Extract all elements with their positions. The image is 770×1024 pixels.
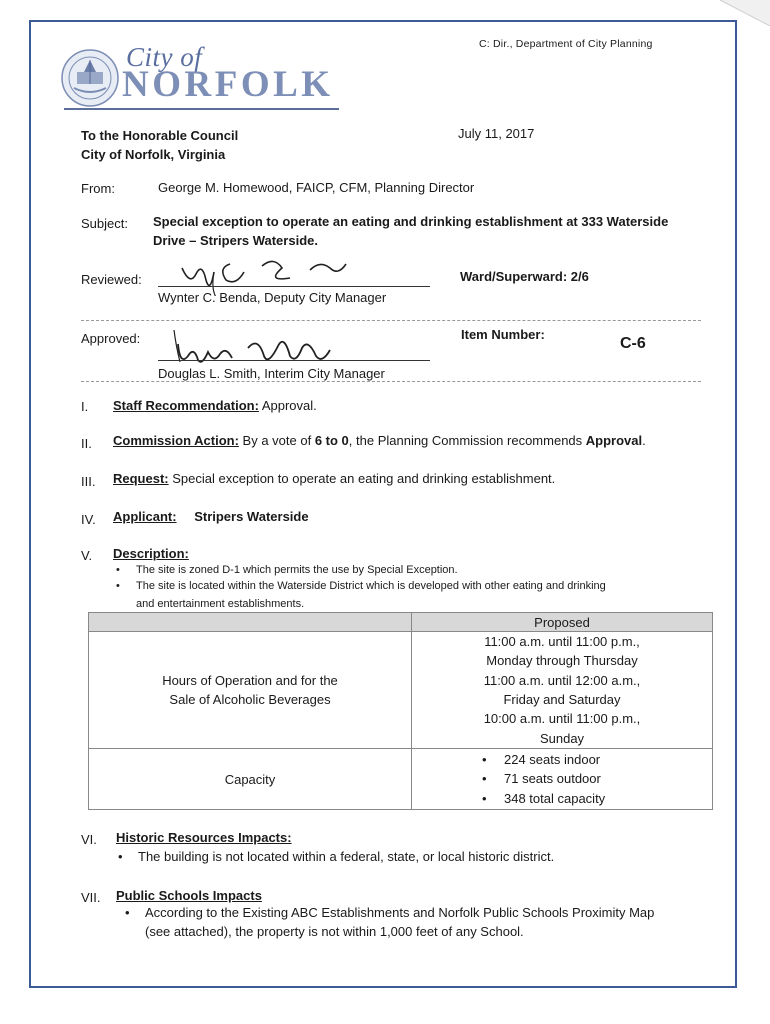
approved-label: Approved:	[81, 331, 141, 346]
section-2-text-c: .	[642, 433, 646, 448]
reviewed-label: Reviewed:	[81, 272, 142, 287]
cc-line: C: Dir., Department of City Planning	[479, 38, 653, 50]
section-5-title: Description:	[113, 546, 189, 561]
hours-label-cell	[89, 632, 412, 749]
approver-name: Douglas L. Smith, Interim City Manager	[158, 366, 385, 381]
section-3-number: III.	[81, 474, 96, 489]
ward-superward: Ward/Superward: 2/6	[460, 269, 589, 284]
subject-line-2: Drive – Stripers Waterside.	[153, 233, 318, 248]
capacity-item: • 71 seats outdoor	[482, 769, 712, 789]
from-value: George M. Homewood, FAICP, CFM, Planning Director	[158, 180, 475, 195]
section-5-bullet-2: • The site is located within the Waterside District which is developed with other eating and drinking	[136, 580, 606, 592]
hours-label-line-1: Hours of Operation and for the	[162, 672, 338, 688]
section-2-vote: 6 to 0	[314, 433, 349, 448]
divider	[81, 320, 701, 321]
hours-value-line: Monday through Thursday	[486, 653, 638, 669]
section-2-title: Commission Action:	[113, 433, 239, 448]
divider	[81, 381, 701, 382]
subject-line-1: Special exception to operate an eating and drinking establishment at 333 Waterside	[153, 214, 669, 229]
section-3	[113, 471, 555, 486]
section-4	[113, 509, 309, 524]
memo-date: July 11, 2017	[458, 126, 535, 141]
section-5-bullet-1: • The site is zoned D-1 which permits the use by Special Exception.	[136, 564, 458, 576]
hours-value-line: Sunday	[539, 730, 585, 746]
hours-value-line: 11:00 a.m. until 12:00 a.m.,	[483, 672, 641, 688]
capacity-item: • 224 seats indoor	[482, 750, 712, 770]
section-6-title: Historic Resources Impacts:	[116, 830, 292, 845]
reviewed-signature-line	[158, 286, 430, 287]
addressee-line-1: To the Honorable Council	[81, 128, 239, 143]
section-2-text-a: By a vote of	[242, 433, 315, 448]
from-label: From:	[81, 181, 115, 196]
capacity-label-cell: Capacity	[89, 749, 412, 810]
item-number-label: Item Number:	[461, 327, 545, 342]
section-2-text-b: , the Planning Commission recommends	[348, 433, 586, 448]
table-row	[89, 749, 713, 810]
reviewer-signature	[170, 246, 350, 296]
item-number-value: C-6	[620, 335, 646, 352]
table-header-empty	[89, 613, 412, 632]
table-header-proposed: Proposed	[412, 613, 713, 632]
hours-capacity-table	[88, 612, 713, 810]
section-2	[113, 433, 646, 448]
section-7-number: VII.	[81, 890, 101, 905]
addressee-line-2: City of Norfolk, Virginia	[81, 147, 226, 162]
section-7-bullet-line-2: (see attached), the property is not within 1,000 feet of any School.	[145, 924, 524, 939]
section-2-number: II.	[81, 436, 92, 451]
section-1-text: Approval.	[261, 398, 317, 413]
subject-label: Subject:	[81, 216, 128, 231]
capacity-value-cell	[412, 749, 713, 810]
logo-city-of: City of	[126, 42, 203, 72]
hours-value-cell	[412, 632, 713, 749]
hours-value-line: 10:00 a.m. until 11:00 p.m.,	[483, 711, 641, 727]
section-4-number: IV.	[81, 512, 96, 527]
table-header-row	[89, 613, 713, 632]
approver-signature	[168, 326, 348, 370]
section-6-bullet: • The building is not located within a federal, state, or local historic district.	[138, 849, 554, 864]
section-1-number: I.	[81, 399, 89, 414]
section-3-text: Special exception to operate an eating and drinking establishment.	[172, 471, 556, 486]
section-3-title: Request:	[113, 471, 169, 486]
logo-norfolk: NORFOLK	[122, 64, 334, 105]
section-4-title: Applicant:	[113, 509, 177, 524]
logo-rule	[64, 108, 339, 110]
section-2-rec: Approval	[585, 433, 643, 448]
section-7-title: Public Schools Impacts	[116, 888, 262, 903]
hours-label-line-2: Sale of Alcoholic Beverages	[169, 692, 331, 707]
section-1	[113, 398, 317, 413]
section-1-title: Staff Recommendation:	[113, 398, 259, 413]
approved-signature-line	[158, 360, 430, 361]
subject-value	[153, 212, 693, 250]
page-fold	[720, 0, 770, 26]
section-6-number: VI.	[81, 832, 97, 847]
table-row	[89, 632, 713, 749]
hours-value-line: 11:00 a.m. until 11:00 p.m.,	[484, 634, 640, 650]
section-5-number: V.	[81, 548, 93, 563]
capacity-list	[412, 750, 712, 809]
city-seal-icon	[60, 48, 120, 108]
reviewer-name: Wynter C. Benda, Deputy City Manager	[158, 290, 387, 305]
section-5-bullet-2-cont: and entertainment establishments.	[136, 598, 305, 610]
section-4-text: Stripers Waterside	[194, 509, 309, 524]
section-7-bullet-line-1: • According to the Existing ABC Establishments and Norfolk Public Schools Proximity Map	[145, 905, 654, 920]
capacity-item: • 348 total capacity	[482, 789, 712, 809]
hours-value-line: Friday and Saturday	[503, 692, 621, 707]
